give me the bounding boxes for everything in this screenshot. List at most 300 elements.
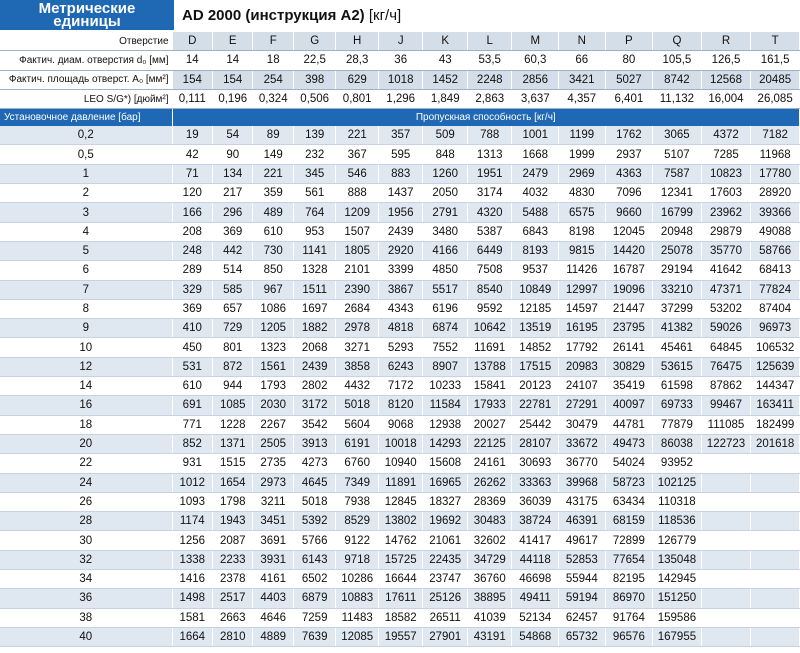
capacity-cell: 22435: [423, 550, 468, 569]
capacity-cell: 3271: [336, 338, 379, 357]
capacity-cell: 10940: [378, 454, 423, 473]
parameter-value: 105,5: [653, 51, 702, 70]
capacity-cell: 5387: [467, 222, 512, 241]
capacity-cell: 3858: [336, 357, 379, 376]
capacity-cell: 5604: [336, 415, 379, 434]
parameter-value: 12568: [701, 70, 751, 89]
capacity-cell: 4161: [253, 570, 293, 589]
capacity-cell: 149: [253, 145, 293, 164]
capacity-cell: 19: [172, 126, 212, 145]
capacity-table: [0, 32, 800, 647]
capacity-cell: 19096: [605, 280, 653, 299]
parameter-row: [0, 51, 800, 70]
capacity-cell: 86038: [653, 434, 702, 453]
parameter-row: [0, 32, 800, 51]
capacity-cell: 90: [213, 145, 253, 164]
table-row: [0, 319, 800, 338]
capacity-cell: 17933: [467, 396, 512, 415]
capacity-cell: 27291: [559, 396, 606, 415]
capacity-cell: 410: [172, 319, 212, 338]
capacity-cell: 27901: [423, 627, 468, 646]
pressure-cell: 3: [0, 203, 172, 222]
capacity-cell: 18327: [423, 492, 468, 511]
parameter-value: 14: [172, 51, 212, 70]
capacity-cell: 6874: [423, 319, 468, 338]
capacity-cell: 1328: [293, 261, 336, 280]
capacity-cell: 872: [213, 357, 253, 376]
capacity-cell: 1205: [253, 319, 293, 338]
capacity-cell: 8120: [378, 396, 423, 415]
capacity-cell: 4343: [378, 299, 423, 318]
capacity-cell: 111085: [701, 415, 751, 434]
capacity-cell: [701, 473, 751, 492]
capacity-cell: 248: [172, 241, 212, 260]
table-row: [0, 454, 800, 473]
capacity-cell: 2479: [512, 164, 559, 183]
capacity-cell: 7587: [653, 164, 702, 183]
capacity-cell: 126779: [653, 531, 702, 550]
table-row: [0, 261, 800, 280]
capacity-cell: 58766: [751, 241, 800, 260]
parameter-value: N: [559, 32, 606, 51]
capacity-cell: 1141: [293, 241, 336, 260]
capacity-cell: 2101: [336, 261, 379, 280]
capacity-cell: 232: [293, 145, 336, 164]
capacity-cell: 21447: [605, 299, 653, 318]
capacity-cell: 9815: [559, 241, 606, 260]
capacity-cell: 38724: [512, 512, 559, 531]
pressure-cell: 5: [0, 241, 172, 260]
capacity-cell: 120: [172, 184, 212, 203]
capacity-cell: 6760: [336, 454, 379, 473]
parameter-value: 0,324: [253, 89, 293, 108]
capacity-cell: 4646: [253, 608, 293, 627]
capacity-cell: 182499: [751, 415, 800, 434]
capacity-cell: 24107: [559, 377, 606, 396]
capacity-cell: 17611: [378, 589, 423, 608]
capacity-cell: 6191: [336, 434, 379, 453]
capacity-cell: 10883: [336, 589, 379, 608]
capacity-cell: 16644: [378, 570, 423, 589]
parameter-value: F: [253, 32, 293, 51]
capacity-cell: 25442: [512, 415, 559, 434]
parameter-value: P: [605, 32, 653, 51]
capacity-cell: 8907: [423, 357, 468, 376]
parameter-value: M: [512, 32, 559, 51]
pressure-cell: 24: [0, 473, 172, 492]
capacity-cell: 163411: [751, 396, 800, 415]
capacity-cell: 28107: [512, 434, 559, 453]
capacity-cell: 13519: [512, 319, 559, 338]
capacity-cell: 64845: [701, 338, 751, 357]
parameter-value: 6,401: [605, 89, 653, 108]
parameter-value: L: [467, 32, 512, 51]
capacity-cell: 82195: [605, 570, 653, 589]
capacity-cell: 36770: [559, 454, 606, 473]
capacity-cell: 296: [213, 203, 253, 222]
capacity-cell: 46698: [512, 570, 559, 589]
parameter-value: 3,637: [512, 89, 559, 108]
capacity-cell: 610: [253, 222, 293, 241]
capacity-cell: 4032: [512, 184, 559, 203]
data-rows: [0, 126, 800, 647]
capacity-cell: 944: [213, 377, 253, 396]
parameter-value: 1,296: [378, 89, 423, 108]
table-row: [0, 512, 800, 531]
capacity-cell: 1313: [467, 145, 512, 164]
capacity-cell: 93952: [653, 454, 702, 473]
capacity-cell: 10286: [336, 570, 379, 589]
capacity-cell: 801: [213, 338, 253, 357]
pressure-cell: 22: [0, 454, 172, 473]
capacity-cell: 4830: [559, 184, 606, 203]
capacity-cell: 1228: [213, 415, 253, 434]
capacity-cell: 1371: [213, 434, 253, 453]
parameter-value: 254: [253, 70, 293, 89]
capacity-cell: 2439: [293, 357, 336, 376]
capacity-cell: 369: [172, 299, 212, 318]
capacity-cell: 5293: [378, 338, 423, 357]
capacity-cell: 489: [253, 203, 293, 222]
table-row: [0, 473, 800, 492]
capacity-cell: 38895: [467, 589, 512, 608]
capacity-cell: 71: [172, 164, 212, 183]
table-row: [0, 222, 800, 241]
capacity-cell: 106532: [751, 338, 800, 357]
parameter-value: H: [336, 32, 379, 51]
capacity-cell: 850: [253, 261, 293, 280]
capacity-cell: 144347: [751, 377, 800, 396]
parameter-value: 16,004: [701, 89, 751, 108]
parameter-value: 28,3: [336, 51, 379, 70]
capacity-cell: 49088: [751, 222, 800, 241]
capacity-cell: 159586: [653, 608, 702, 627]
capacity-cell: 14293: [423, 434, 468, 453]
capacity-cell: 6196: [423, 299, 468, 318]
capacity-cell: 44781: [605, 415, 653, 434]
capacity-cell: [751, 473, 800, 492]
capacity-cell: 96576: [605, 627, 653, 646]
capacity-cell: 585: [213, 280, 253, 299]
capacity-cell: 1338: [172, 550, 212, 569]
capacity-cell: 9537: [512, 261, 559, 280]
capacity-cell: 289: [172, 261, 212, 280]
capacity-cell: 17603: [701, 184, 751, 203]
capacity-cell: 764: [293, 203, 336, 222]
parameter-value: D: [172, 32, 212, 51]
table-row: [0, 145, 800, 164]
parameter-value: 60,3: [512, 51, 559, 70]
capacity-cell: 18582: [378, 608, 423, 627]
capacity-cell: 1416: [172, 570, 212, 589]
capacity-cell: 1951: [467, 164, 512, 183]
parameter-value: J: [378, 32, 423, 51]
parameter-value: 0,506: [293, 89, 336, 108]
capacity-cell: 54024: [605, 454, 653, 473]
capacity-cell: 4645: [293, 473, 336, 492]
capacity-cell: [701, 627, 751, 646]
capacity-cell: 134: [213, 164, 253, 183]
capacity-cell: 6243: [378, 357, 423, 376]
parameter-value: 629: [336, 70, 379, 89]
capacity-cell: 329: [172, 280, 212, 299]
capacity-cell: 23962: [701, 203, 751, 222]
capacity-cell: 221: [253, 164, 293, 183]
table-row: [0, 396, 800, 415]
capacity-cell: 53615: [653, 357, 702, 376]
capacity-cell: 1086: [253, 299, 293, 318]
parameter-row: [0, 70, 800, 89]
title-unit: [кг/ч]: [368, 7, 402, 24]
capacity-cell: 41417: [512, 531, 559, 550]
top-header: [0, 0, 800, 30]
capacity-cell: 3691: [253, 531, 293, 550]
capacity-cell: 6879: [293, 589, 336, 608]
capacity-cell: [751, 512, 800, 531]
capacity-cell: 14852: [512, 338, 559, 357]
capacity-cell: 9592: [467, 299, 512, 318]
parameter-value: 53,5: [467, 51, 512, 70]
badge-line-2: единицы: [53, 13, 121, 30]
pressure-cell: 8: [0, 299, 172, 318]
capacity-cell: 12085: [336, 627, 379, 646]
capacity-cell: 6575: [559, 203, 606, 222]
parameter-value: 66: [559, 51, 606, 70]
capacity-cell: 29194: [653, 261, 702, 280]
table-row: [0, 184, 800, 203]
capacity-cell: 13788: [467, 357, 512, 376]
capacity-cell: 1956: [378, 203, 423, 222]
capacity-cell: 7285: [701, 145, 751, 164]
parameter-value: 8742: [653, 70, 702, 89]
capacity-cell: 848: [423, 145, 468, 164]
capacity-cell: 1654: [213, 473, 253, 492]
capacity-cell: 2735: [253, 454, 293, 473]
capacity-cell: 691: [172, 396, 212, 415]
capacity-cell: 33363: [512, 473, 559, 492]
capacity-cell: 4363: [605, 164, 653, 183]
capacity-cell: [751, 454, 800, 473]
capacity-cell: 49617: [559, 531, 606, 550]
pressure-cell: 0,2: [0, 126, 172, 145]
capacity-cell: 63434: [605, 492, 653, 511]
capacity-cell: 52134: [512, 608, 559, 627]
capacity-cell: 7182: [751, 126, 800, 145]
table-row: [0, 570, 800, 589]
pressure-column-header: Установочное давление [бар]: [0, 109, 172, 127]
capacity-cell: 8540: [467, 280, 512, 299]
capacity-cell: 25126: [423, 589, 468, 608]
capacity-cell: 28920: [751, 184, 800, 203]
capacity-cell: 39366: [751, 203, 800, 222]
pressure-cell: 34: [0, 570, 172, 589]
table-row: [0, 338, 800, 357]
capacity-cell: 11968: [751, 145, 800, 164]
capacity-cell: 5018: [336, 396, 379, 415]
capacity-cell: 2684: [336, 299, 379, 318]
capacity-cell: [701, 512, 751, 531]
capacity-cell: 1581: [172, 608, 212, 627]
capacity-cell: 1762: [605, 126, 653, 145]
table-row: [0, 531, 800, 550]
capacity-cell: 4372: [701, 126, 751, 145]
parameter-label: Фактич. диам. отверстия d₀ [мм]: [0, 51, 172, 70]
parameter-value: 0,801: [336, 89, 379, 108]
capacity-cell: 77879: [653, 415, 702, 434]
parameter-label: Отверстие: [0, 32, 172, 51]
capacity-cell: 16965: [423, 473, 468, 492]
capacity-cell: 62457: [559, 608, 606, 627]
capacity-cell: 14762: [378, 531, 423, 550]
capacity-cell: 11584: [423, 396, 468, 415]
capacity-cell: 54: [213, 126, 253, 145]
capacity-cell: 43175: [559, 492, 606, 511]
capacity-cell: 30693: [512, 454, 559, 473]
capacity-cell: 3174: [467, 184, 512, 203]
capacity-cell: 7508: [467, 261, 512, 280]
parameter-value: R: [701, 32, 751, 51]
title-text: AD 2000 (инструкция A2): [182, 7, 365, 24]
capacity-cell: 1793: [253, 377, 293, 396]
capacity-cell: 9718: [336, 550, 379, 569]
capacity-cell: 12845: [378, 492, 423, 511]
capacity-cell: 345: [293, 164, 336, 183]
capacity-cell: 3931: [253, 550, 293, 569]
pressure-cell: 36: [0, 589, 172, 608]
capacity-cell: 221: [336, 126, 379, 145]
capacity-cell: 28369: [467, 492, 512, 511]
capacity-cell: 16799: [653, 203, 702, 222]
section-header: [0, 109, 800, 127]
capacity-cell: 19692: [423, 512, 468, 531]
capacity-cell: 21061: [423, 531, 468, 550]
capacity-cell: 1001: [512, 126, 559, 145]
capacity-cell: 69733: [653, 396, 702, 415]
capacity-cell: 531: [172, 357, 212, 376]
capacity-cell: 2810: [213, 627, 253, 646]
table-row: [0, 357, 800, 376]
capacity-cell: 883: [378, 164, 423, 183]
capacity-cell: 17780: [751, 164, 800, 183]
capacity-cell: 2439: [378, 222, 423, 241]
parameter-value: 154: [172, 70, 212, 89]
capacity-cell: 35419: [605, 377, 653, 396]
capacity-cell: 151250: [653, 589, 702, 608]
units-badge: [0, 0, 174, 30]
capacity-cell: 201618: [751, 434, 800, 453]
capacity-cell: 1999: [559, 145, 606, 164]
capacity-cell: 25078: [653, 241, 702, 260]
capacity-cell: 610: [172, 377, 212, 396]
pressure-cell: 14: [0, 377, 172, 396]
capacity-cell: 30479: [559, 415, 606, 434]
parameter-value: 14: [213, 51, 253, 70]
capacity-cell: 53202: [701, 299, 751, 318]
capacity-cell: 26511: [423, 608, 468, 627]
pressure-cell: 16: [0, 396, 172, 415]
capacity-cell: 58723: [605, 473, 653, 492]
capacity-cell: 102125: [653, 473, 702, 492]
capacity-cell: 729: [213, 319, 253, 338]
table-row: [0, 377, 800, 396]
parameter-label: Фактич. площадь отверст. A₀ [мм²]: [0, 70, 172, 89]
capacity-cell: 87404: [751, 299, 800, 318]
parameter-rows: [0, 32, 800, 109]
capacity-cell: 3211: [253, 492, 293, 511]
parameter-value: 80: [605, 51, 653, 70]
capacity-cell: 1199: [559, 126, 606, 145]
capacity-cell: 23747: [423, 570, 468, 589]
capacity-cell: 2087: [213, 531, 253, 550]
capacity-cell: 43191: [467, 627, 512, 646]
capacity-cell: 888: [336, 184, 379, 203]
capacity-cell: 5107: [653, 145, 702, 164]
capacity-cell: 657: [213, 299, 253, 318]
capacity-cell: 37299: [653, 299, 702, 318]
capacity-cell: 65732: [559, 627, 606, 646]
capacity-cell: 118536: [653, 512, 702, 531]
capacity-cell: 19557: [378, 627, 423, 646]
capacity-cell: 1798: [213, 492, 253, 511]
capacity-cell: 40097: [605, 396, 653, 415]
capacity-cell: 59194: [559, 589, 606, 608]
capacity-cell: 12045: [605, 222, 653, 241]
capacity-cell: 167955: [653, 627, 702, 646]
capacity-cell: 26141: [605, 338, 653, 357]
pressure-cell: 38: [0, 608, 172, 627]
parameter-value: 22,5: [293, 51, 336, 70]
parameter-value: 4,357: [559, 89, 606, 108]
capacity-cell: 20983: [559, 357, 606, 376]
pressure-cell: 18: [0, 415, 172, 434]
capacity-cell: 30829: [605, 357, 653, 376]
capacity-cell: 20948: [653, 222, 702, 241]
capacity-cell: 99467: [701, 396, 751, 415]
capacity-cell: [751, 627, 800, 646]
capacity-cell: 3399: [378, 261, 423, 280]
capacity-cell: 7172: [378, 377, 423, 396]
capacity-cell: 2267: [253, 415, 293, 434]
capacity-cell: 730: [253, 241, 293, 260]
table-row: [0, 608, 800, 627]
capacity-cell: 9122: [336, 531, 379, 550]
table-row: [0, 492, 800, 511]
capacity-cell: 6502: [293, 570, 336, 589]
capacity-cell: 42: [172, 145, 212, 164]
capacity-cell: 7096: [605, 184, 653, 203]
parameter-row: [0, 89, 800, 108]
capacity-cell: 2390: [336, 280, 379, 299]
capacity-cell: [701, 454, 751, 473]
parameter-value: 0,196: [213, 89, 253, 108]
parameter-value: 2248: [467, 70, 512, 89]
capacity-cell: 967: [253, 280, 293, 299]
capacity-cell: 208: [172, 222, 212, 241]
capacity-cell: 54868: [512, 627, 559, 646]
capacity-cell: 3065: [653, 126, 702, 145]
capacity-cell: 12341: [653, 184, 702, 203]
capacity-cell: 2233: [213, 550, 253, 569]
capacity-cell: 931: [172, 454, 212, 473]
parameter-value: 1452: [423, 70, 468, 89]
capacity-cell: 367: [336, 145, 379, 164]
capacity-cell: [701, 531, 751, 550]
capacity-cell: 2505: [253, 434, 293, 453]
capacity-cell: 4403: [253, 589, 293, 608]
capacity-cell: 8193: [512, 241, 559, 260]
capacity-cell: 5488: [512, 203, 559, 222]
capacity-cell: 5766: [293, 531, 336, 550]
